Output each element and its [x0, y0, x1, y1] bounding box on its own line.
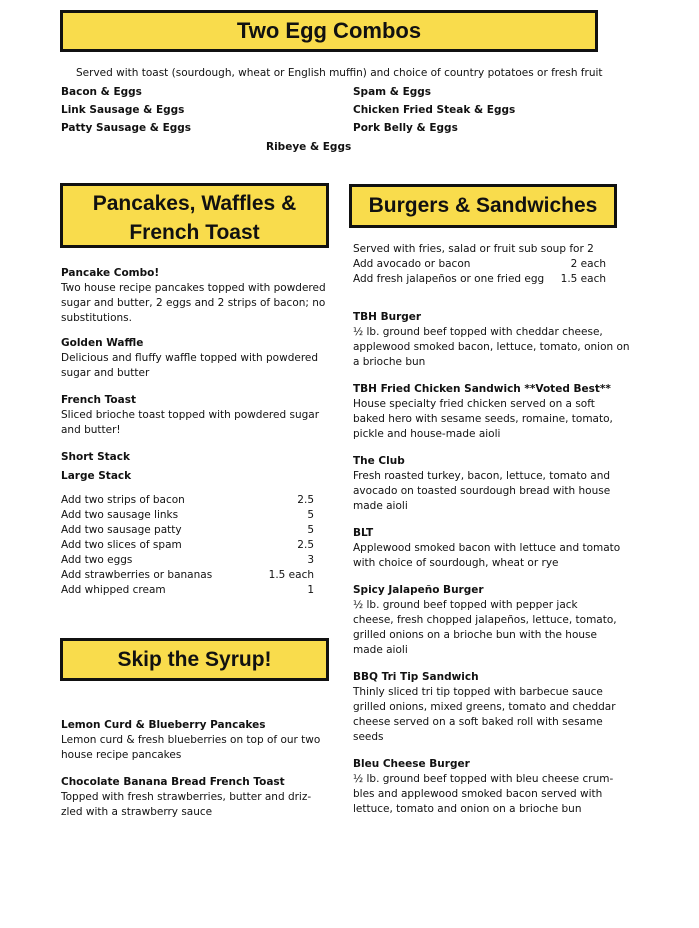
menu-item-desc: ½ lb. ground beef topped with bleu cheese crum- [353, 773, 614, 785]
addon-label: Add two sausage patty [61, 524, 182, 536]
combo-item: Patty Sausage & Eggs [61, 122, 192, 134]
menu-item-name: BLT [353, 527, 374, 539]
addon-label: Add fresh jalapeños or one fried egg [353, 273, 545, 285]
burgers-header: Burgers & Sandwiches [349, 184, 617, 228]
menu-item-desc: Thinly sliced tri tip topped with barbecue sauce [353, 686, 603, 698]
menu-item [61, 718, 331, 763]
addon-row [61, 553, 314, 568]
menu-item-desc: grilled onions on a brioche bun with the house [353, 629, 597, 641]
menu-item-desc: made aioli [353, 644, 408, 656]
menu-item [353, 454, 617, 514]
menu-item-name: BBQ Tri Tip Sandwich [353, 671, 479, 683]
pancakes-section [61, 266, 326, 598]
menu-item-desc: substitutions. [61, 312, 132, 324]
addon-row [61, 538, 314, 553]
menu-item-name: Golden Waffle [61, 337, 144, 349]
burgers-intro: Served with fries, salad or fruit sub soup for 2 [353, 243, 594, 255]
menu-item-desc: Two house recipe pancakes topped with powdered [61, 282, 326, 294]
menu-item [61, 336, 321, 381]
menu-item-name: French Toast [61, 394, 136, 406]
menu-item-desc: made aioli [353, 500, 408, 512]
combo-item: Chicken Fried Steak & Eggs [353, 104, 516, 116]
combo-item: Bacon & Eggs [61, 86, 142, 98]
addon-price: 2.5 [297, 539, 314, 551]
menu-item-desc: Delicious and fluffy waffle topped with powdered [61, 352, 319, 364]
addon-row [61, 493, 314, 508]
menu-item [353, 310, 630, 370]
menu-item [353, 583, 617, 658]
combo-item: Link Sausage & Eggs [61, 104, 185, 116]
addon-label: Add whipped cream [61, 584, 166, 596]
menu-item [61, 266, 326, 326]
menu-item-desc: and butter! [61, 424, 121, 436]
menu-item-desc: with choice of sourdough, wheat or rye [353, 557, 559, 569]
addon-price: 5 [307, 509, 314, 521]
menu-item-desc: Sliced brioche toast topped with powdered sugar [61, 409, 320, 421]
combos-subtitle: Served with toast (sourdough, wheat or English muffin) and choice of country potatoes or fresh fruit [76, 67, 603, 79]
two-egg-combos-header: Two Egg Combos [60, 10, 598, 52]
menu-item-desc: bles and applewood smoked bacon served with [353, 788, 603, 800]
menu-item-name: TBH Fried Chicken Sandwich **Voted Best** [353, 383, 611, 395]
menu-item-desc: zled with a strawberry sauce [61, 806, 213, 818]
addon-row [61, 583, 314, 598]
menu-item [353, 757, 617, 817]
menu-item-name: Chocolate Banana Bread French Toast [61, 776, 285, 788]
menu-item-desc: seeds [353, 731, 384, 743]
addon-price: 1.5 each [560, 273, 606, 285]
skip-the-syrup-header: Skip the Syrup! [60, 638, 329, 681]
menu-item-desc: baked hero with sesame seeds, romaine, tomato, [353, 413, 613, 425]
addon-row [61, 568, 314, 583]
addon-row [353, 272, 606, 287]
menu-item-desc: House specialty fried chicken served on a soft [353, 398, 595, 410]
menu-item-desc: applewood smoked bacon, lettuce, tomato, onion on [353, 341, 630, 353]
pancake-addons [61, 493, 314, 598]
combo-item: Spam & Eggs [353, 86, 432, 98]
pancakes-title-line1: Pancakes, Waffles & [92, 192, 297, 215]
menu-item-desc: grilled onions, mixed greens, tomato and cheddar [353, 701, 616, 713]
combos-left-list [61, 85, 191, 136]
combo-item: Pork Belly & Eggs [353, 122, 458, 134]
menu-item-desc: Topped with fresh strawberries, butter and driz- [61, 791, 312, 803]
addon-row [61, 508, 314, 523]
menu-item [353, 526, 621, 571]
addon-price: 2.5 [297, 494, 314, 506]
addon-label: Add avocado or bacon [353, 258, 471, 270]
menu-item-name: Lemon Curd & Blueberry Pancakes [61, 719, 266, 731]
menu-item [61, 393, 321, 438]
burger-addons [353, 257, 606, 287]
addon-price: 1.5 each [268, 569, 314, 581]
menu-item-desc: avocado on toasted sourdough bread with house [353, 485, 611, 497]
menu-item-desc: ½ lb. ground beef topped with pepper jack [353, 599, 578, 611]
menu-item-desc: house recipe pancakes [61, 749, 182, 761]
menu-item-desc: sugar and butter, 2 eggs and 2 strips of bacon; no [61, 297, 326, 309]
addon-label: Add two eggs [61, 554, 133, 566]
addon-price: 1 [307, 584, 314, 596]
addon-row [61, 523, 314, 538]
menu-item-name: Pancake Combo! [61, 267, 160, 279]
menu-item-name: The Club [353, 455, 405, 467]
menu-item-name: TBH Burger [353, 311, 422, 323]
menu-item-desc: cheese served on a soft baked roll with sesame [353, 716, 603, 728]
combos-right-list [353, 85, 515, 136]
menu-item-desc: lettuce, tomato and onion on a brioche bun [353, 803, 582, 815]
menu-item-desc: Lemon curd & fresh blueberries on top of our two [61, 734, 321, 746]
addon-label: Add strawberries or bananas [61, 569, 213, 581]
short-stack: Short Stack [61, 451, 130, 463]
menu-item-desc: ½ lb. ground beef topped with cheddar cheese, [353, 326, 603, 338]
combo-item-center: Ribeye & Eggs [266, 141, 352, 153]
addon-price: 2 each [570, 258, 606, 270]
large-stack: Large Stack [61, 470, 132, 482]
burgers-section [353, 242, 630, 817]
menu-item-desc: Applewood smoked bacon with lettuce and tomato [353, 542, 621, 554]
addon-label: Add two strips of bacon [61, 494, 185, 506]
menu-item-name: Bleu Cheese Burger [353, 758, 470, 770]
menu-item-desc: sugar and butter [61, 367, 150, 379]
addon-label: Add two slices of spam [61, 539, 182, 551]
addon-row [353, 257, 606, 272]
menu-item-desc: cheese, fresh chopped jalapeños, lettuce, tomato, [353, 614, 617, 626]
menu-item [61, 775, 331, 820]
menu-item [353, 670, 617, 745]
menu-item-desc: pickle and house-made aioli [353, 428, 501, 440]
menu-item [353, 382, 617, 442]
syrup-section [61, 718, 331, 820]
menu-item-name: Spicy Jalapeño Burger [353, 584, 484, 596]
pancakes-title-line2: French Toast [129, 221, 260, 244]
pancakes-header [60, 183, 329, 248]
addon-price: 5 [307, 524, 314, 536]
menu-item-desc: Fresh roasted turkey, bacon, lettuce, tomato and [353, 470, 611, 482]
menu-item-desc: a brioche bun [353, 356, 426, 368]
addon-price: 3 [307, 554, 314, 566]
addon-label: Add two sausage links [61, 509, 179, 521]
